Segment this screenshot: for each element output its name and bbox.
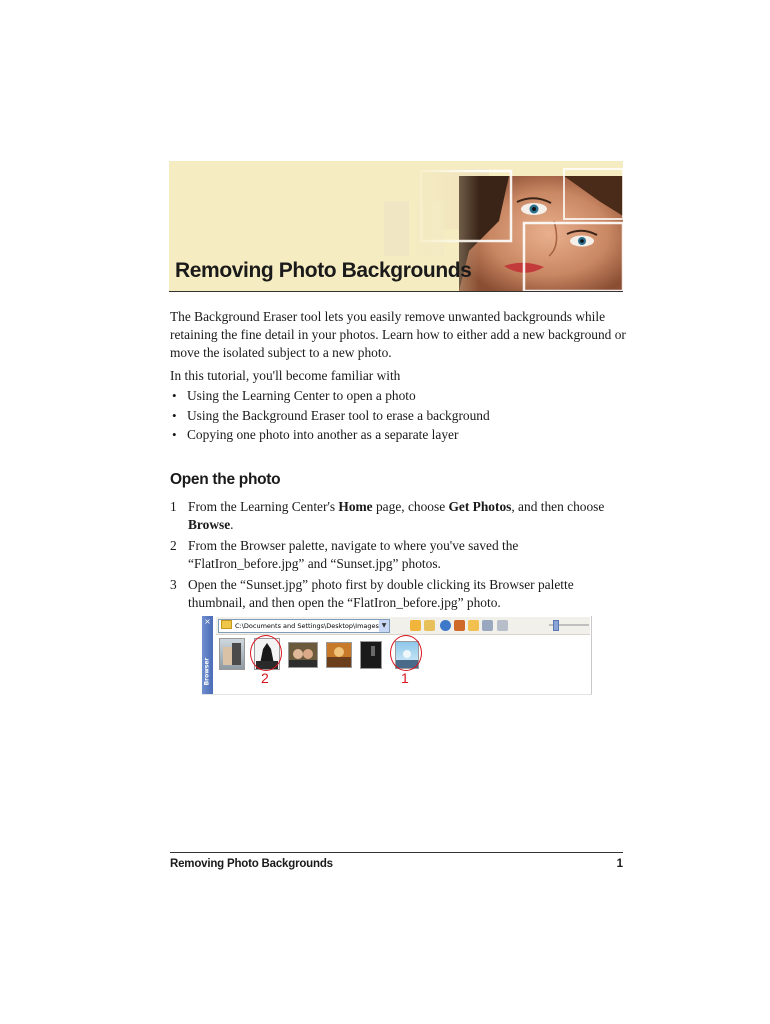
step-text: Open the “Sunset.jpg” photo first by double clicking its Browser palette thumbnail, and then open the “FlatIron_before.jpg” photo. <box>188 577 574 610</box>
sort-icon[interactable] <box>454 620 465 631</box>
step-number: 1 <box>170 499 177 514</box>
photo-thumbnail[interactable] <box>326 642 352 668</box>
callout-circle-sunset <box>390 635 422 671</box>
ui-term-home: Home <box>338 499 373 514</box>
step-text: From the Browser palette, navigate to where you've saved the “FlatIron_before.jpg” and “Sunset.jpg” photos. <box>188 538 519 571</box>
browser-palette-screenshot <box>202 616 592 695</box>
palette-side-bar <box>202 616 213 694</box>
zoom-slider-thumb[interactable] <box>553 620 559 631</box>
photo-thumbnail[interactable] <box>219 638 245 670</box>
refresh-icon[interactable] <box>497 620 508 631</box>
page-number: 1 <box>616 858 623 870</box>
palette-side-label: Browser <box>203 657 211 686</box>
intro-paragraph: The Background Eraser tool lets you easily remove unwanted backgrounds while retaining the fine detail in your photos. Learn how to either add a new background or move the isolated subject to a new photo. <box>170 309 626 360</box>
step-1 <box>170 498 620 534</box>
folder-path-select[interactable] <box>218 619 390 633</box>
browser-toolbar <box>216 617 590 635</box>
list-item: • Using the Learning Center to open a photo <box>170 386 490 406</box>
copy-icon[interactable] <box>424 620 435 631</box>
banner-underline <box>169 291 623 292</box>
up-folder-icon[interactable] <box>410 620 421 631</box>
photo-thumbnail[interactable] <box>360 641 382 669</box>
callout-number: 1 <box>401 670 409 686</box>
photo-thumbnail[interactable] <box>288 642 318 668</box>
step-number: 2 <box>170 538 177 553</box>
close-icon[interactable]: × <box>204 617 211 626</box>
page-title: Removing Photo Backgrounds <box>175 259 472 282</box>
view-icon[interactable] <box>482 620 493 631</box>
folder-path-text: C:\Documents and Settings\Desktop\Images <box>235 622 379 630</box>
chevron-down-icon[interactable]: ▼ <box>379 620 389 632</box>
callout-circle-flatiron <box>250 635 282 671</box>
list-item: • Using the Background Eraser tool to erase a background <box>170 406 490 426</box>
section-heading: Open the photo <box>170 471 281 488</box>
step-number: 3 <box>170 577 177 592</box>
callout-number: 2 <box>261 670 269 686</box>
step-2 <box>170 537 620 573</box>
info-icon[interactable] <box>440 620 451 631</box>
new-folder-icon[interactable] <box>468 620 479 631</box>
footer-title: Removing Photo Backgrounds <box>170 858 333 870</box>
topic-list <box>170 386 490 445</box>
list-item: • Copying one photo into another as a separate layer <box>170 425 490 445</box>
folder-icon <box>221 620 232 629</box>
footer-rule <box>170 852 623 853</box>
step-3 <box>170 576 620 612</box>
step-text: From the Learning Center's Home page, choose Get Photos, and then choose Browse. <box>188 499 605 532</box>
intro-lead: In this tutorial, you'll become familiar with <box>170 368 401 383</box>
ui-term-browse: Browse <box>188 517 231 532</box>
ui-term-get-photos: Get Photos <box>448 499 512 514</box>
